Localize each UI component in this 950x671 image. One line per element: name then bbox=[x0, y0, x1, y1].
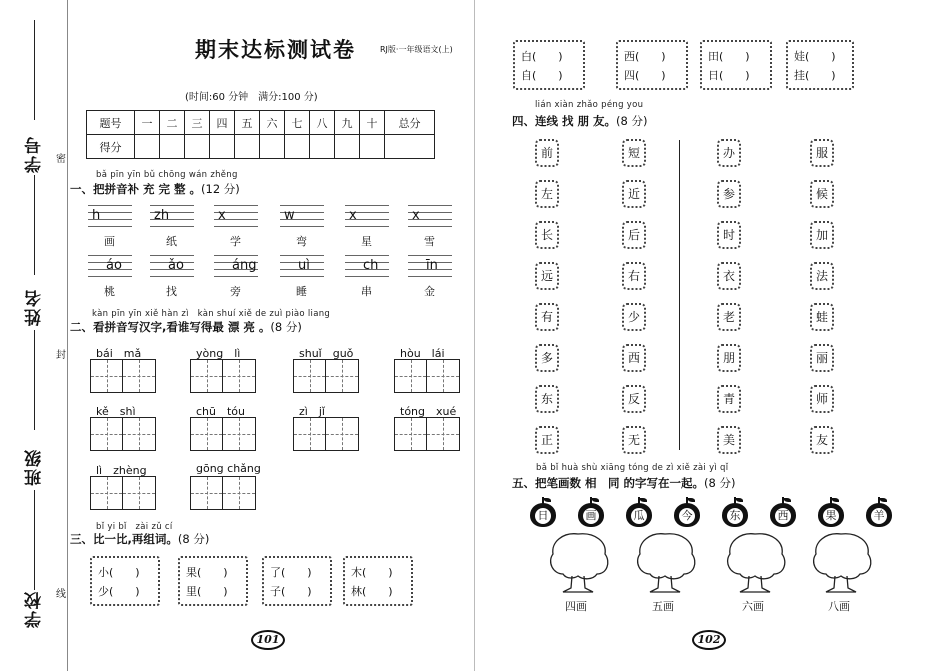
target-character: 纸 bbox=[166, 235, 177, 248]
pinyin-four-line-grid[interactable] bbox=[150, 255, 194, 277]
pinyin-four-line-grid[interactable] bbox=[214, 255, 258, 277]
word-pinyin: chū tóu bbox=[196, 405, 246, 418]
match-character[interactable]: 候 bbox=[810, 180, 834, 208]
compare-word[interactable]: 田( ) bbox=[708, 50, 750, 63]
writing-cell[interactable] bbox=[294, 418, 326, 450]
score-input-cell[interactable] bbox=[235, 135, 260, 159]
apple-text: 果 bbox=[823, 508, 839, 524]
score-header-cell: 六 bbox=[260, 111, 285, 135]
pinyin-four-line-grid[interactable] bbox=[280, 255, 324, 277]
apple-character[interactable] bbox=[530, 503, 556, 527]
apple-text: 羊 bbox=[871, 508, 887, 524]
score-input-cell[interactable] bbox=[335, 135, 360, 159]
edition-label: RJ版·一年级语文(上) bbox=[380, 45, 453, 54]
sec2-title bbox=[70, 319, 302, 335]
grid-line bbox=[280, 226, 324, 227]
compare-box bbox=[786, 40, 854, 90]
sec2-pinyin: kàn pīn yīn xiě hàn zì kàn shuí xiě de zuì piào liang bbox=[92, 309, 331, 319]
pinyin-four-line-grid[interactable] bbox=[214, 205, 258, 227]
apple-character[interactable] bbox=[770, 503, 796, 527]
column-divider bbox=[679, 140, 680, 450]
writing-grid[interactable] bbox=[190, 417, 256, 451]
writing-cell[interactable] bbox=[294, 360, 326, 392]
compare-word[interactable]: 果( ) bbox=[186, 566, 228, 579]
writing-grid[interactable] bbox=[394, 417, 460, 451]
sec5-title-text: 五、把笔画数 相 同 的字写在一起。 bbox=[512, 476, 705, 490]
sec1-title bbox=[70, 181, 240, 197]
target-character: 旁 bbox=[230, 285, 241, 298]
pinyin-hint: uì bbox=[298, 258, 310, 273]
match-character[interactable]: 美 bbox=[717, 426, 741, 454]
match-character[interactable]: 远 bbox=[535, 262, 559, 290]
sec2-points: (8 分) bbox=[270, 320, 302, 334]
target-character: 弯 bbox=[296, 235, 307, 248]
page-number-left: 101 bbox=[251, 630, 285, 650]
word-pinyin: lì zhèng bbox=[96, 464, 147, 477]
writing-cell[interactable] bbox=[91, 418, 123, 450]
match-character[interactable]: 反 bbox=[622, 385, 646, 413]
sec5-points: (8 分) bbox=[704, 476, 736, 490]
apple-character[interactable] bbox=[578, 503, 604, 527]
sec1-title-text: 一、把拼音补 充 完 整 。 bbox=[70, 182, 202, 196]
time-info: (时间:60 分钟 满分:100 分) bbox=[185, 92, 318, 103]
word-pinyin: kě shì bbox=[96, 405, 136, 418]
tree-label: 四画 bbox=[565, 600, 587, 613]
compare-box bbox=[616, 40, 688, 90]
match-character[interactable]: 老 bbox=[717, 303, 741, 331]
match-character[interactable]: 友 bbox=[810, 426, 834, 454]
match-character[interactable]: 西 bbox=[622, 344, 646, 372]
sec3-title-text: 三、比一比,再组词。 bbox=[70, 532, 178, 546]
match-character[interactable]: 后 bbox=[622, 221, 646, 249]
score-input-cell[interactable] bbox=[160, 135, 185, 159]
grid-line bbox=[408, 255, 452, 256]
grid-line bbox=[88, 226, 132, 227]
writing-cell[interactable] bbox=[427, 360, 459, 392]
pinyin-hint: áo bbox=[106, 258, 122, 273]
score-value-row bbox=[87, 135, 435, 159]
writing-cell[interactable] bbox=[191, 477, 223, 509]
seal-mark-feng: 封 bbox=[56, 350, 66, 361]
score-input-cell[interactable] bbox=[285, 135, 310, 159]
tree-outline[interactable] bbox=[545, 530, 611, 596]
compare-box bbox=[262, 556, 332, 606]
writing-grid[interactable] bbox=[90, 476, 156, 510]
grid-line bbox=[280, 276, 324, 277]
pinyin-hint: ǎo bbox=[168, 258, 184, 273]
writing-cell[interactable] bbox=[123, 477, 155, 509]
match-character[interactable]: 多 bbox=[535, 344, 559, 372]
score-input-cell[interactable] bbox=[360, 135, 385, 159]
match-character[interactable]: 服 bbox=[810, 139, 834, 167]
compare-box bbox=[178, 556, 248, 606]
match-character[interactable]: 近 bbox=[622, 180, 646, 208]
apple-text: 西 bbox=[775, 508, 791, 524]
writing-cell[interactable] bbox=[395, 418, 427, 450]
match-character[interactable]: 丽 bbox=[810, 344, 834, 372]
compare-word[interactable]: 西( ) bbox=[624, 50, 666, 63]
sec4-pinyin: lián xiàn zhǎo péng you bbox=[535, 100, 644, 110]
name-line[interactable] bbox=[34, 330, 35, 430]
sec2-title-text: 二、看拼音写汉字,看谁写得最 漂 亮 。 bbox=[70, 320, 271, 334]
pinyin-hint: ch bbox=[363, 258, 379, 273]
compare-box bbox=[700, 40, 772, 90]
compare-word[interactable]: 日( ) bbox=[708, 69, 750, 82]
writing-cell[interactable] bbox=[191, 418, 223, 450]
match-character[interactable]: 右 bbox=[622, 262, 646, 290]
writing-cell[interactable] bbox=[223, 360, 255, 392]
compare-word[interactable]: 了( ) bbox=[270, 566, 312, 579]
pinyin-hint: x bbox=[349, 208, 357, 223]
target-character: 找 bbox=[166, 285, 177, 298]
target-character: 学 bbox=[230, 235, 241, 248]
grid-line bbox=[150, 205, 194, 206]
match-character[interactable]: 有 bbox=[535, 303, 559, 331]
word-pinyin: yòng lì bbox=[196, 347, 241, 360]
writing-grid[interactable] bbox=[90, 359, 156, 393]
name-label: 姓名 bbox=[25, 288, 45, 326]
score-input-cell[interactable] bbox=[185, 135, 210, 159]
page-fold bbox=[474, 0, 475, 671]
word-pinyin: hòu lái bbox=[400, 347, 445, 360]
pinyin-hint: w bbox=[284, 208, 295, 223]
apple-character[interactable] bbox=[674, 503, 700, 527]
pinyin-four-line-grid[interactable] bbox=[345, 205, 389, 227]
grid-line bbox=[214, 226, 258, 227]
class-label: 班级 bbox=[25, 448, 45, 486]
grid-line bbox=[88, 205, 132, 206]
compare-word[interactable]: 挂( ) bbox=[794, 69, 836, 82]
match-character[interactable]: 加 bbox=[810, 221, 834, 249]
target-character: 星 bbox=[361, 235, 372, 248]
writing-grid[interactable] bbox=[394, 359, 460, 393]
score-header-cell: 二 bbox=[160, 111, 185, 135]
match-character[interactable]: 蛙 bbox=[810, 303, 834, 331]
sec3-title bbox=[70, 531, 209, 547]
target-character: 金 bbox=[424, 285, 435, 298]
compare-word[interactable]: 娃( ) bbox=[794, 50, 836, 63]
writing-cell[interactable] bbox=[123, 418, 155, 450]
sec4-title bbox=[512, 113, 647, 129]
match-character[interactable]: 长 bbox=[535, 221, 559, 249]
score-input-cell[interactable] bbox=[310, 135, 335, 159]
apple-text: 今 bbox=[679, 508, 695, 524]
grid-line bbox=[408, 226, 452, 227]
score-input-cell[interactable] bbox=[210, 135, 235, 159]
writing-grid[interactable] bbox=[293, 359, 359, 393]
grid-line bbox=[345, 205, 389, 206]
sec4-title-text: 四、连线 找 朋 友。 bbox=[512, 114, 617, 128]
grid-line bbox=[408, 205, 452, 206]
score-header-cell: 一 bbox=[135, 111, 160, 135]
match-character[interactable]: 衣 bbox=[717, 262, 741, 290]
match-character[interactable]: 东 bbox=[535, 385, 559, 413]
compare-word[interactable]: 自( ) bbox=[521, 69, 563, 82]
grid-line bbox=[214, 255, 258, 256]
page-number-right: 102 bbox=[692, 630, 726, 650]
compare-word[interactable]: 小( ) bbox=[98, 566, 140, 579]
writing-cell[interactable] bbox=[326, 360, 358, 392]
score-header-cell: 八 bbox=[310, 111, 335, 135]
grid-line bbox=[150, 255, 194, 256]
target-character: 画 bbox=[104, 235, 115, 248]
tree-outline[interactable] bbox=[808, 530, 874, 596]
writing-cell[interactable] bbox=[223, 477, 255, 509]
score-table bbox=[86, 110, 435, 159]
score-header-cell: 题号 bbox=[87, 111, 135, 135]
score-header-cell: 三 bbox=[185, 111, 210, 135]
grid-line bbox=[150, 276, 194, 277]
sec1-pinyin: bǎ pīn yīn bǔ chōng wán zhěng bbox=[96, 170, 238, 180]
page-title: 期末达标测试卷 bbox=[195, 37, 356, 62]
match-character[interactable]: 短 bbox=[622, 139, 646, 167]
apple-text: 东 bbox=[727, 508, 743, 524]
word-pinyin: gōng chǎng bbox=[196, 462, 261, 475]
sec1-points: (12 分) bbox=[201, 182, 240, 196]
compare-box bbox=[90, 556, 160, 606]
compare-box bbox=[343, 556, 413, 606]
apple-text: 日 bbox=[535, 508, 551, 524]
class-line[interactable] bbox=[34, 490, 35, 590]
writing-grid[interactable] bbox=[293, 417, 359, 451]
match-character[interactable]: 办 bbox=[717, 139, 741, 167]
pinyin-four-line-grid[interactable] bbox=[345, 255, 389, 277]
score-input-cell[interactable] bbox=[260, 135, 285, 159]
score-header-cell: 十 bbox=[360, 111, 385, 135]
grid-line bbox=[345, 255, 389, 256]
tree-outline[interactable] bbox=[722, 530, 788, 596]
sec3-pinyin: bǐ yi bǐ zài zǔ cí bbox=[96, 522, 173, 532]
match-character[interactable]: 参 bbox=[717, 180, 741, 208]
match-character[interactable]: 左 bbox=[535, 180, 559, 208]
pinyin-four-line-grid[interactable] bbox=[88, 205, 132, 227]
word-pinyin: zì jǐ bbox=[299, 405, 325, 418]
sec4-points: (8 分) bbox=[616, 114, 648, 128]
score-header-row bbox=[87, 111, 435, 135]
compare-word[interactable]: 少( ) bbox=[98, 585, 140, 598]
writing-cell[interactable] bbox=[91, 360, 123, 392]
writing-grid[interactable] bbox=[190, 476, 256, 510]
match-character[interactable]: 前 bbox=[535, 139, 559, 167]
pinyin-four-line-grid[interactable] bbox=[280, 205, 324, 227]
word-pinyin: tóng xué bbox=[400, 405, 457, 418]
writing-cell[interactable] bbox=[123, 360, 155, 392]
pinyin-four-line-grid[interactable] bbox=[150, 205, 194, 227]
apple-character[interactable] bbox=[722, 503, 748, 527]
seal-mark-xian: 线 bbox=[56, 589, 66, 600]
writing-cell[interactable] bbox=[223, 418, 255, 450]
compare-word[interactable]: 白( ) bbox=[521, 50, 563, 63]
pinyin-four-line-grid[interactable] bbox=[88, 255, 132, 277]
target-character: 串 bbox=[361, 285, 372, 298]
match-character[interactable]: 时 bbox=[717, 221, 741, 249]
writing-cell[interactable] bbox=[91, 477, 123, 509]
tree-label: 五画 bbox=[652, 600, 674, 613]
writing-cell[interactable] bbox=[191, 360, 223, 392]
pinyin-hint: h bbox=[92, 208, 101, 223]
pinyin-four-line-grid[interactable] bbox=[408, 205, 452, 227]
apple-character[interactable] bbox=[866, 503, 892, 527]
grid-line bbox=[88, 255, 132, 256]
seal-mark-mi: 密 bbox=[56, 154, 66, 165]
target-character: 桃 bbox=[104, 285, 115, 298]
score-header-cell: 总分 bbox=[385, 111, 435, 135]
grid-line bbox=[88, 276, 132, 277]
match-character[interactable]: 朋 bbox=[717, 344, 741, 372]
writing-cell[interactable] bbox=[395, 360, 427, 392]
writing-grid[interactable] bbox=[190, 359, 256, 393]
writing-cell[interactable] bbox=[326, 418, 358, 450]
sec5-title bbox=[512, 475, 735, 491]
pinyin-four-line-grid[interactable] bbox=[408, 255, 452, 277]
tree-label: 八画 bbox=[828, 600, 850, 613]
compare-word[interactable]: 里( ) bbox=[186, 585, 228, 598]
writing-grid[interactable] bbox=[90, 417, 156, 451]
sec5-pinyin: bǎ bǐ huà shù xiāng tóng de zì xiě zài yì qǐ bbox=[536, 463, 729, 473]
score-header-cell: 四 bbox=[210, 111, 235, 135]
score-input-cell[interactable] bbox=[385, 135, 435, 159]
score-input-cell[interactable] bbox=[135, 135, 160, 159]
target-character: 睡 bbox=[296, 285, 307, 298]
compare-box bbox=[513, 40, 585, 90]
compare-word[interactable]: 子( ) bbox=[270, 585, 312, 598]
score-header-cell: 七 bbox=[285, 111, 310, 135]
grid-line bbox=[214, 205, 258, 206]
student-number-label: 学号 bbox=[25, 135, 45, 173]
match-character[interactable]: 法 bbox=[810, 262, 834, 290]
student-number-line[interactable] bbox=[34, 175, 35, 275]
pinyin-hint: x bbox=[218, 208, 226, 223]
match-character[interactable]: 无 bbox=[622, 426, 646, 454]
writing-cell[interactable] bbox=[427, 418, 459, 450]
match-character[interactable]: 师 bbox=[810, 385, 834, 413]
tree-label: 六画 bbox=[742, 600, 764, 613]
grid-line bbox=[150, 226, 194, 227]
grid-line bbox=[345, 276, 389, 277]
word-pinyin: shuǐ guǒ bbox=[299, 347, 354, 360]
grid-line bbox=[280, 255, 324, 256]
apple-character[interactable] bbox=[818, 503, 844, 527]
apple-text: 瓜 bbox=[631, 508, 647, 524]
pinyin-hint: áng bbox=[232, 258, 257, 273]
match-character[interactable]: 少 bbox=[622, 303, 646, 331]
apple-character[interactable] bbox=[626, 503, 652, 527]
apple-text: 画 bbox=[583, 508, 599, 524]
target-character: 雪 bbox=[424, 235, 435, 248]
pinyin-hint: x bbox=[412, 208, 420, 223]
score-header-cell: 五 bbox=[235, 111, 260, 135]
pinyin-hint: zh bbox=[154, 208, 170, 223]
match-character[interactable]: 青 bbox=[717, 385, 741, 413]
compare-word[interactable]: 木( ) bbox=[351, 566, 393, 579]
grid-line bbox=[408, 276, 452, 277]
pinyin-hint: īn bbox=[426, 258, 438, 273]
sec3-points: (8 分) bbox=[177, 532, 210, 546]
word-pinyin: bái mǎ bbox=[96, 347, 142, 360]
school-label: 学校 bbox=[25, 590, 45, 628]
compare-word[interactable]: 四( ) bbox=[624, 69, 666, 82]
divider bbox=[34, 20, 35, 120]
grid-line bbox=[345, 226, 389, 227]
grid-line bbox=[214, 276, 258, 277]
match-character[interactable]: 正 bbox=[535, 426, 559, 454]
tree-outline[interactable] bbox=[632, 530, 698, 596]
score-header-cell: 九 bbox=[335, 111, 360, 135]
grid-line bbox=[280, 205, 324, 206]
score-row-label: 得分 bbox=[87, 135, 135, 159]
compare-word[interactable]: 林( ) bbox=[351, 585, 393, 598]
